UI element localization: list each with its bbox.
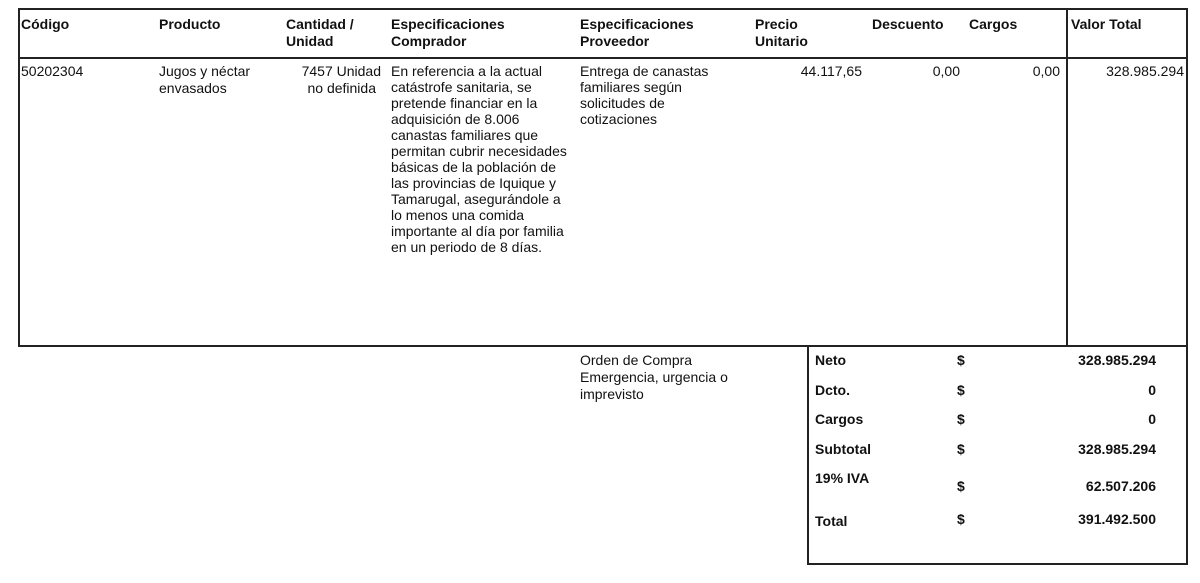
- totals-iva-value: 62.507.206: [1085, 478, 1156, 494]
- row-cantidad-2: no definida: [307, 80, 376, 96]
- valor-total-divider: [1066, 8, 1068, 347]
- header-espec-proveedor-1: Especificaciones: [580, 16, 694, 32]
- row-espec-proveedor: Entrega de canastas familiares según solicitudes de cotizaciones: [580, 63, 709, 127]
- totals-cargos-value: 0: [1148, 411, 1156, 427]
- totals-dcto-label: Dcto.: [815, 382, 850, 398]
- header-espec-comprador-1: Especificaciones: [391, 16, 505, 32]
- totals-subtotal-currency: $: [957, 441, 965, 457]
- totals-total-label: Total: [815, 513, 848, 529]
- row-cantidad-1: 7457 Unidad: [301, 63, 381, 79]
- header-cantidad-2: Unidad: [286, 33, 334, 49]
- row-valor-total: 328.985.294: [1106, 63, 1184, 79]
- totals-box-bottom: [807, 563, 1188, 565]
- totals-iva-currency: $: [957, 478, 965, 494]
- header-precio-2: Unitario: [755, 33, 808, 49]
- totals-neto-label: Neto: [815, 352, 847, 368]
- totals-total-value: 391.492.500: [1078, 511, 1156, 527]
- table-top-border: [18, 8, 1186, 10]
- row-precio-unitario: 44.117,65: [800, 63, 862, 79]
- totals-neto-value: 328.985.294: [1078, 352, 1156, 368]
- header-espec-comprador-2: Comprador: [391, 33, 467, 49]
- header-divider: [18, 57, 1186, 59]
- totals-iva-label: 19% IVA: [815, 470, 870, 486]
- note-line-3: imprevisto: [580, 386, 644, 402]
- row-cargos: 0,00: [1032, 63, 1060, 79]
- totals-cargos-currency: $: [957, 411, 965, 427]
- totals-neto-currency: $: [957, 352, 965, 368]
- header-descuento: Descuento: [872, 16, 944, 32]
- table-left-border-body: [18, 57, 20, 347]
- row-producto-1: Jugos y néctar: [159, 63, 251, 79]
- totals-box-left: [807, 345, 809, 565]
- totals-subtotal-value: 328.985.294: [1078, 441, 1156, 457]
- row-bottom-border: [18, 345, 1186, 347]
- table-left-border: [18, 8, 20, 59]
- header-espec-proveedor-2: Proveedor: [580, 33, 650, 49]
- row-codigo: 50202304: [21, 63, 84, 79]
- totals-subtotal-label: Subtotal: [815, 441, 871, 457]
- totals-dcto-value: 0: [1148, 382, 1156, 398]
- totals-box-right: [1186, 345, 1188, 565]
- header-cantidad-1: Cantidad /: [286, 16, 354, 32]
- header-precio-1: Precio: [755, 16, 798, 32]
- header-codigo: Código: [21, 16, 70, 32]
- row-descuento: 0,00: [932, 63, 960, 79]
- header-cargos: Cargos: [969, 16, 1018, 32]
- totals-cargos-label: Cargos: [815, 411, 864, 427]
- totals-total-currency: $: [957, 511, 965, 527]
- note-line-2: Emergencia, urgencia o: [580, 369, 728, 385]
- row-espec-comprador: En referencia a la actual catástrofe sanitaria, se pretende financiar en la adquisición de 8.006 canastas familiares que permitan cubrir necesidades básicas de la población de las provincias de Iquique y Tamarugal, asegurándole a lo menos una comida importante al día por familia en un periodo de 8 días.: [391, 63, 567, 255]
- row-producto-2: envasados: [159, 80, 227, 96]
- note-line-1: Orden de Compra: [580, 352, 693, 368]
- totals-dcto-currency: $: [957, 382, 965, 398]
- table-right-border: [1186, 8, 1188, 347]
- header-producto: Producto: [159, 16, 221, 32]
- header-valor-total: Valor Total: [1071, 16, 1142, 32]
